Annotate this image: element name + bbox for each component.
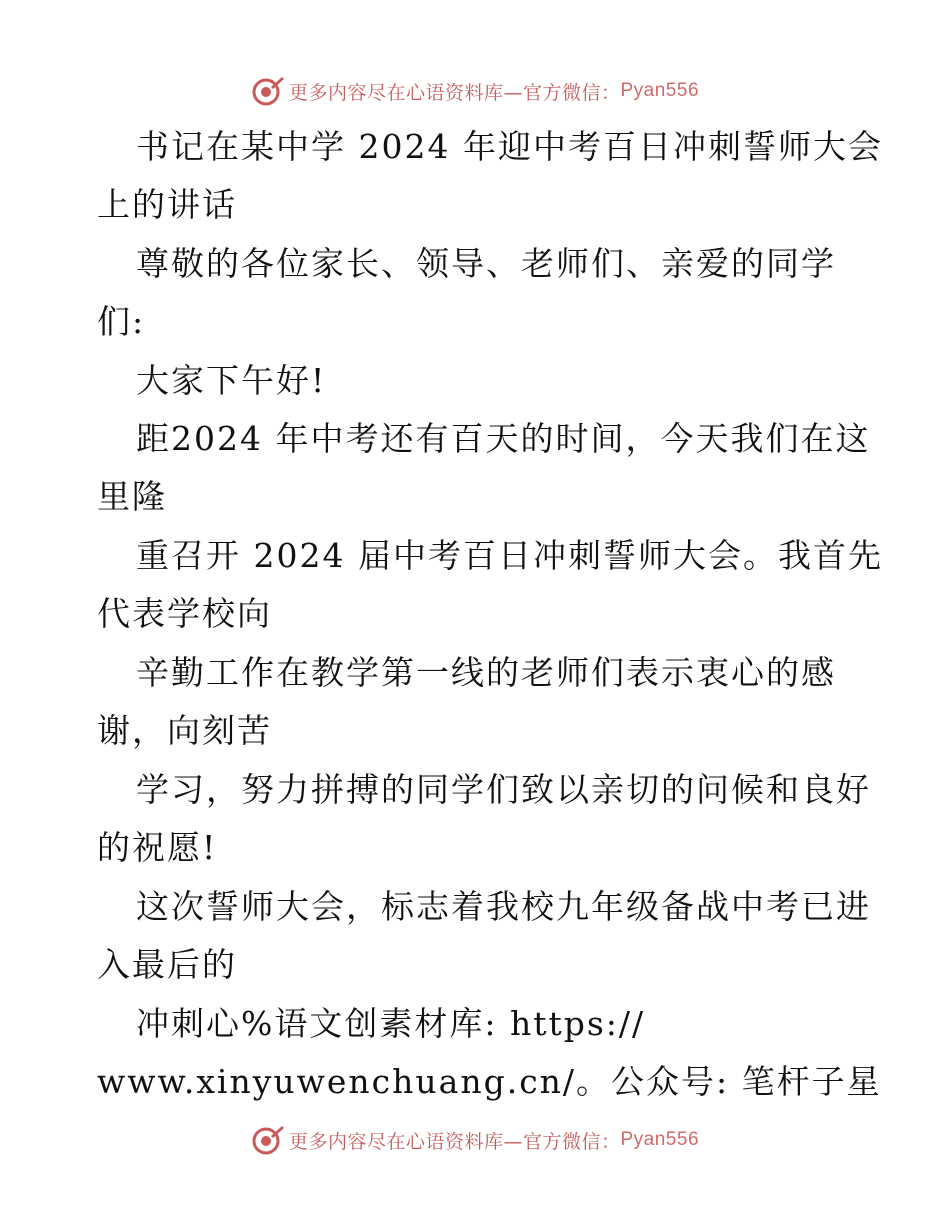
text-line: 距2024 年中考还有百天的时间，今天我们在这: [136, 419, 871, 458]
text-line: 入最后的: [97, 945, 237, 984]
watermark-text: 更多内容尽在心语资料库—官方微信：: [288, 81, 621, 104]
text-line: 冲刺心%语文创素材库: https://: [136, 1004, 646, 1043]
text-line: 大家下午好!: [136, 361, 327, 400]
text-line: 里隆: [97, 477, 167, 516]
watermark-text: 更多内容尽在心语资料库—官方微信：: [288, 1130, 621, 1153]
text-line: 谢，向刻苦: [97, 711, 272, 750]
text-line: 尊敬的各位家长、领导、老师们、亲爱的同学: [136, 244, 836, 283]
text-line: 辛勤工作在教学第一线的老师们表示衷心的感: [136, 653, 836, 692]
text-line: 这次誓师大会，标志着我校九年级备战中考已进: [136, 887, 871, 926]
watermark-account: Pyan556: [620, 80, 700, 101]
text-line: 的祝愿!: [97, 828, 218, 867]
text-line: 重召开 2024 届中考百日冲刺誓师大会。我首先: [136, 536, 883, 575]
pen-circle-logo-icon: [251, 74, 285, 108]
text-line: 上的讲话: [97, 185, 237, 224]
text-line: 们:: [97, 302, 146, 341]
text-line: 学习，努力拼搏的同学们致以亲切的问候和良好: [136, 770, 871, 809]
text-line: 书记在某中学 2024 年迎中考百日冲刺誓师大会: [136, 127, 883, 166]
text-line: www.xinyuwenchuang.cn/。公众号: 笔杆子星: [97, 1062, 882, 1101]
header-watermark: [0, 71, 950, 111]
pen-circle-logo-icon: [251, 1123, 285, 1157]
text-line: 代表学校向: [97, 594, 272, 633]
watermark-account: Pyan556: [620, 1129, 700, 1150]
footer-watermark: [0, 1120, 950, 1160]
